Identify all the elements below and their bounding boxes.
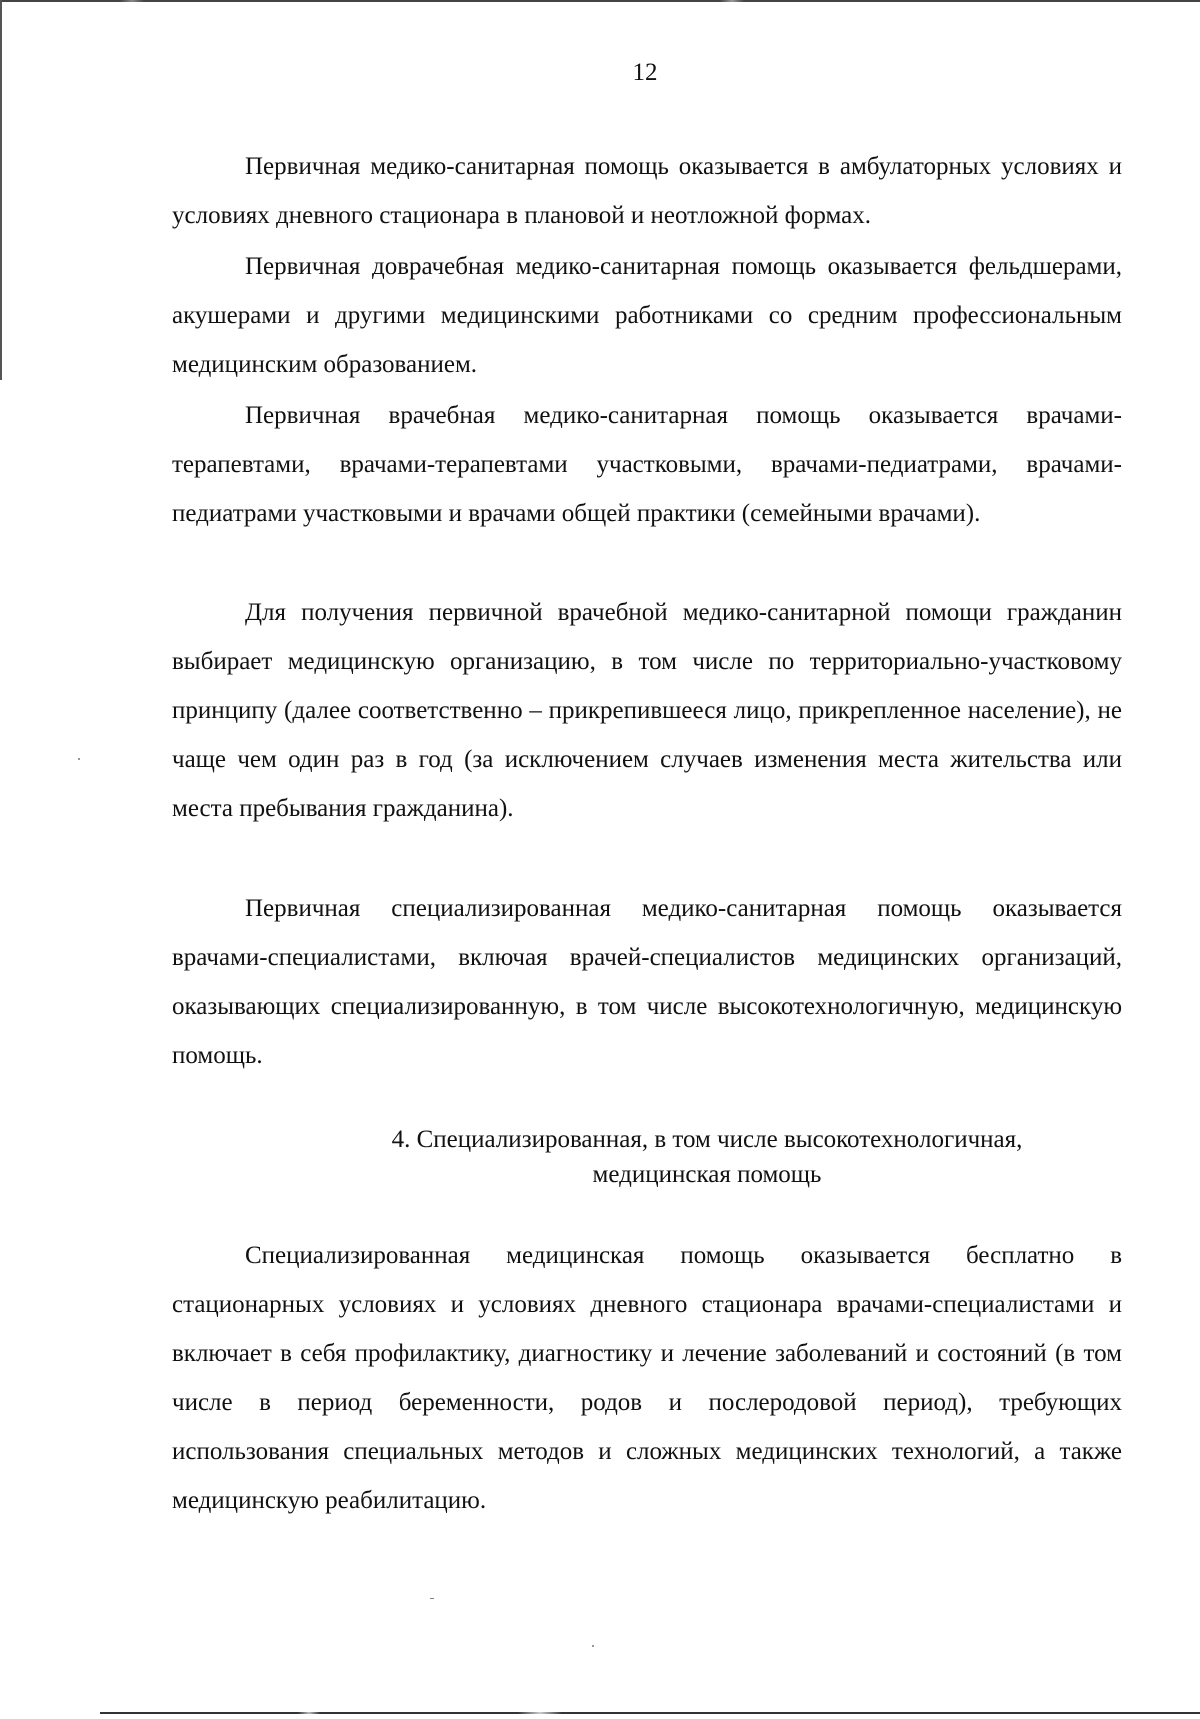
- scan-edge-top: [0, 0, 1200, 2]
- paragraph-specialized-care: Специализированная медицинская помощь оказывается бесплатно в стационарных условиях и условиях дневного стационара врачами-специалистами и включает в себя профилактику, диагностику и лечение заболеваний и состояний (в том числе в период беременности, родов и послеродовой период), требующих использования специальных методов и сложных медицинских технологий, а также медицинскую реабилитацию.: [172, 1242, 1122, 1514]
- section-heading-line-2: медицинская помощь: [592, 1161, 822, 1188]
- paragraph-primary-care: Первичная медико-санитарная помощь оказывается в амбулаторных условиях и условиях дневного стационара в плановой и неотложной формах.: [172, 153, 1122, 229]
- paragraph-organization-choice: Для получения первичной врачебной медико-санитарной помощи гражданин выбирает медицинскую организацию, в том числе по территориально-участковому принципу (далее соответственно – прикрепившееся лицо, прикрепленное население), не чаще чем один раз в год (за исключением случаев изменения места жительства или места пребывания гражданина).: [172, 599, 1122, 822]
- section-heading-line-1: 4. Специализированная, в том числе высокотехнологичная,: [391, 1126, 1023, 1153]
- paragraph-specialized-primary-care: Первичная специализированная медико-санитарная помощь оказывается врачами-специалистами, включая врачей-специалистов медицинских организаций, оказывающих специализированную, в том числе высокотехнологичную, медицинскую помощь.: [172, 895, 1122, 1069]
- scan-edge-bottom: [100, 1712, 1200, 1714]
- page-number: 12: [632, 59, 658, 86]
- scan-speck: [592, 1645, 594, 1647]
- scan-edge-left: [0, 0, 2, 380]
- scan-speck: [78, 758, 80, 760]
- section-heading: [172, 1122, 1122, 1192]
- paragraph-doctor-care: Первичная врачебная медико-санитарная помощь оказывается врачами-терапевтами, врачами-терапевтами участковыми, врачами-педиатрами, врачами-педиатрами участковыми и врачами общей практики (семейными врачами).: [172, 402, 1122, 527]
- scan-speck: [430, 1598, 434, 1599]
- paragraph-pre-doctor-care: Первичная доврачебная медико-санитарная помощь оказывается фельдшерами, акушерами и другими медицинскими работниками со средним профессиональным медицинским образованием.: [172, 253, 1122, 378]
